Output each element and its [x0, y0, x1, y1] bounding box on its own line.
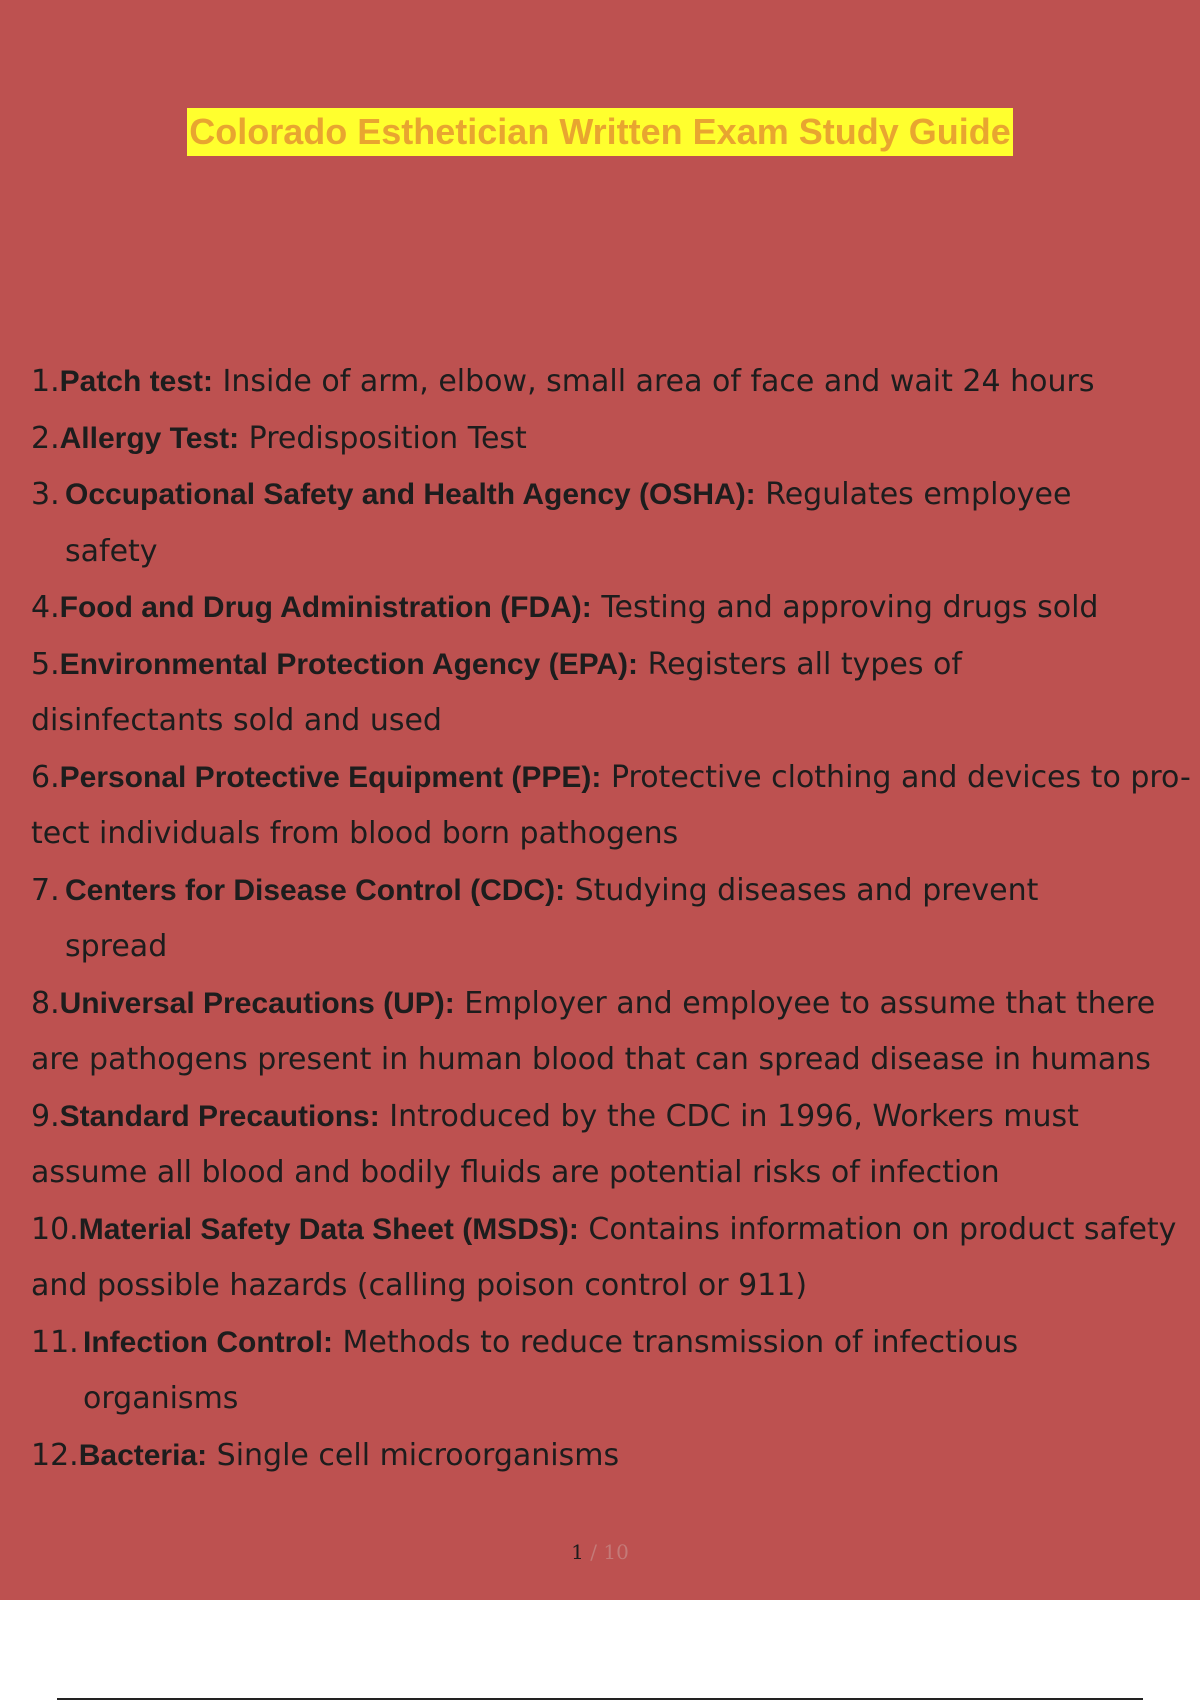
item-definition: Methods to reduce transmission of infectious organisms	[83, 1324, 1019, 1416]
item-number: 11.	[31, 1324, 79, 1360]
item-term: Patch test:	[59, 365, 213, 398]
item-number: 2.	[31, 420, 60, 456]
list-item	[31, 467, 1151, 580]
item-term: Food and Drug Administration (FDA):	[59, 591, 592, 624]
list-item	[31, 411, 1200, 468]
item-number: 1.	[31, 364, 60, 399]
list-item	[31, 1315, 1131, 1428]
item-definition: Regulates employee safety	[65, 477, 1072, 569]
list-item	[31, 863, 1121, 976]
page-total: / 10	[590, 1540, 629, 1564]
item-body	[65, 467, 1151, 580]
list-item	[31, 354, 1200, 411]
item-term: Centers for Disease Control (CDC):	[65, 873, 566, 907]
item-definition: Registers all types of disinfectants sold and used	[31, 646, 962, 738]
item-definition: Protective clothing and devices to pro- tect individuals from blood born pathogens	[31, 759, 1191, 851]
item-term: Environmental Protection Agency (EPA):	[59, 647, 639, 681]
item-term: Standard Precautions:	[59, 1099, 380, 1133]
page-title: Colorado Esthetician Written Exam Study Guide	[187, 108, 1012, 156]
item-number: 7.	[31, 872, 60, 908]
item-term: Bacteria:	[78, 1438, 208, 1472]
item-number: 10.	[31, 1211, 79, 1247]
list-item	[31, 580, 1200, 637]
title-wrap	[0, 108, 1200, 156]
page-number	[0, 1540, 1200, 1564]
item-term: Personal Protective Equipment (PPE):	[59, 760, 602, 794]
item-definition: Inside of arm, elbow, small area of face and wait 24 hours	[213, 364, 1095, 399]
list-item	[31, 1089, 1196, 1202]
item-number: 12.	[31, 1437, 79, 1473]
item-number: 4.	[31, 590, 60, 625]
study-guide-list	[31, 354, 1200, 1484]
item-body	[65, 863, 1121, 976]
item-term: Occupational Safety and Health Agency (OSHA):	[65, 478, 756, 511]
list-item	[31, 1202, 1191, 1315]
item-number: 9.	[31, 1098, 60, 1134]
list-item	[31, 750, 1196, 863]
list-item	[31, 637, 1081, 750]
item-number: 3.	[31, 477, 60, 512]
item-definition: Single cell microorganisms	[207, 1437, 620, 1473]
list-item	[31, 976, 1199, 1089]
item-definition: Employer and employee to assume that there are pathogens present in human blood that can spread disease in humans	[31, 985, 1156, 1077]
item-body	[83, 1315, 1131, 1428]
item-definition: Contains information on product safety and possible hazards (calling poison control or 911)	[31, 1211, 1177, 1303]
item-term: Allergy Test:	[59, 421, 240, 455]
list-item	[31, 1428, 1200, 1485]
item-definition: Predisposition Test	[239, 420, 527, 456]
item-definition: Studying diseases and prevent spread	[65, 872, 1039, 964]
item-number: 6.	[31, 759, 60, 795]
item-number: 5.	[31, 646, 60, 682]
item-number: 8.	[31, 985, 60, 1021]
item-term: Infection Control:	[83, 1325, 333, 1359]
item-definition: Testing and approving drugs sold	[591, 590, 1099, 625]
item-definition: Introduced by the CDC in 1996, Workers must assume all blood and bodily fluids are potential risks of infection	[31, 1098, 1079, 1190]
page-current: 1	[571, 1540, 584, 1564]
item-term: Universal Precautions (UP):	[59, 986, 455, 1020]
item-term: Material Safety Data Sheet (MSDS):	[78, 1212, 579, 1246]
